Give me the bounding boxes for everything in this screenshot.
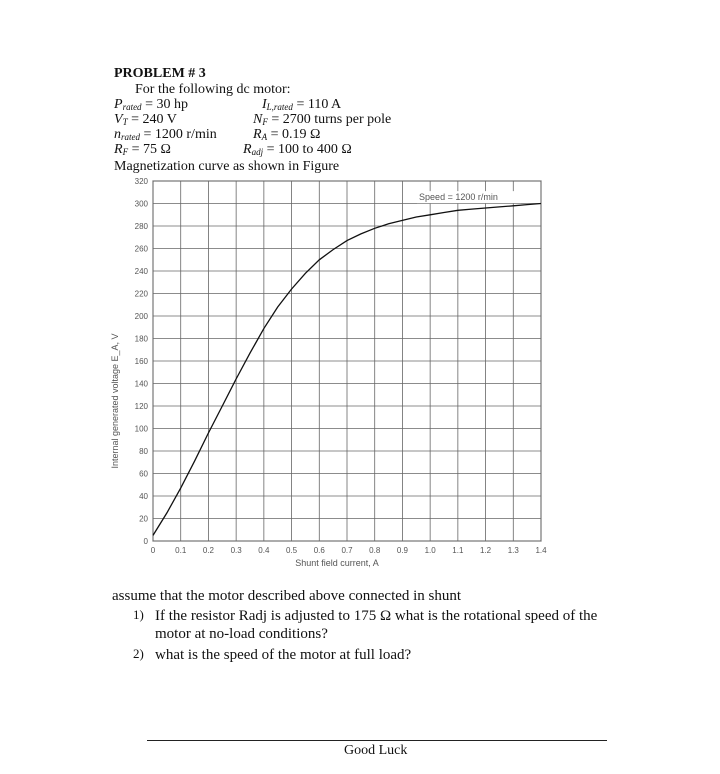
footer-text: Good Luck — [344, 743, 408, 758]
x-tick-label: 1.1 — [452, 546, 464, 555]
x-tick-label: 0 — [150, 546, 156, 555]
x-tick-label: 0.8 — [369, 546, 381, 555]
x-tick-label: 0.7 — [341, 546, 353, 555]
y-tick-label: 20 — [139, 514, 148, 524]
y-tick-label: 160 — [134, 357, 148, 366]
y-tick-label: 100 — [134, 424, 148, 434]
question-2-text: what is the speed of the motor at full load? — [155, 647, 412, 663]
magnetization-line: Magnetization curve as shown in Figure — [114, 159, 340, 174]
y-tick-label: 300 — [134, 199, 148, 209]
y-tick-label: 40 — [139, 492, 148, 501]
y-tick-label: 120 — [134, 402, 148, 411]
question-1-text: If the resistor Radj is adjusted to 175 Ω what is the rotational speed of the motor at no-load conditions? — [155, 608, 598, 642]
y-tick-label: 240 — [134, 267, 148, 276]
param-rf: $R_F = 75$ Ω — [114, 142, 171, 157]
y-axis-label: Internal generated voltage E_A, V — [110, 333, 120, 469]
question-1 — [133, 607, 633, 647]
y-tick-label: 140 — [134, 379, 148, 389]
param-ra: $R_A = 0.19$ Ω — [253, 127, 321, 142]
problem-intro: For the following dc motor: — [135, 82, 291, 97]
footer-rule — [147, 740, 607, 741]
y-tick-label: 260 — [134, 244, 148, 254]
question-2-number: 2) — [133, 646, 144, 661]
speed-annotation: Speed = 1200 r/min — [419, 192, 498, 203]
param-il-rated: $I_{L,rated} = 110$ A — [262, 97, 342, 112]
param-nf: $N_F = 2700$ turns per pole — [253, 112, 392, 127]
param-radj: $R_{adj} = 100$ to 400 Ω — [243, 142, 352, 157]
y-tick-label: 320 — [134, 177, 148, 186]
param-vt: $V_T = 240$ V — [114, 112, 177, 127]
question-1-number: 1) — [133, 607, 144, 622]
x-tick-label: 0.2 — [202, 546, 214, 555]
question-intro: assume that the motor described above connected in shunt — [112, 588, 462, 604]
x-tick-label: 0.5 — [286, 546, 298, 555]
param-n-rated: $n_{rated} = 1200$ r/min — [114, 127, 217, 142]
x-tick-label: 1.4 — [535, 546, 547, 555]
y-tick-label: 220 — [134, 289, 148, 299]
y-tick-label: 0 — [143, 537, 148, 546]
y-tick-label: 60 — [139, 469, 148, 479]
x-tick-label: 0.4 — [258, 546, 270, 555]
x-tick-label: 1.0 — [424, 546, 436, 555]
x-tick-label: 0.6 — [313, 546, 325, 555]
x-tick-label: 1.2 — [480, 546, 492, 555]
x-tick-label: 1.3 — [507, 546, 519, 555]
y-tick-label: 200 — [134, 312, 148, 321]
y-tick-label: 180 — [134, 334, 148, 344]
x-tick-label: 0.9 — [396, 546, 408, 555]
param-p-rated: $P_{rated} = 30$ hp — [114, 97, 188, 112]
x-tick-label: 0.1 — [175, 546, 187, 555]
problem-title: PROBLEM # 3 — [114, 66, 206, 81]
x-tick-label: 0.3 — [230, 546, 242, 555]
y-tick-label: 280 — [134, 222, 148, 231]
question-2 — [133, 646, 633, 666]
chart-grid — [153, 181, 541, 541]
x-axis-label: Shunt field current, A — [295, 558, 379, 568]
y-tick-label: 80 — [139, 447, 148, 456]
